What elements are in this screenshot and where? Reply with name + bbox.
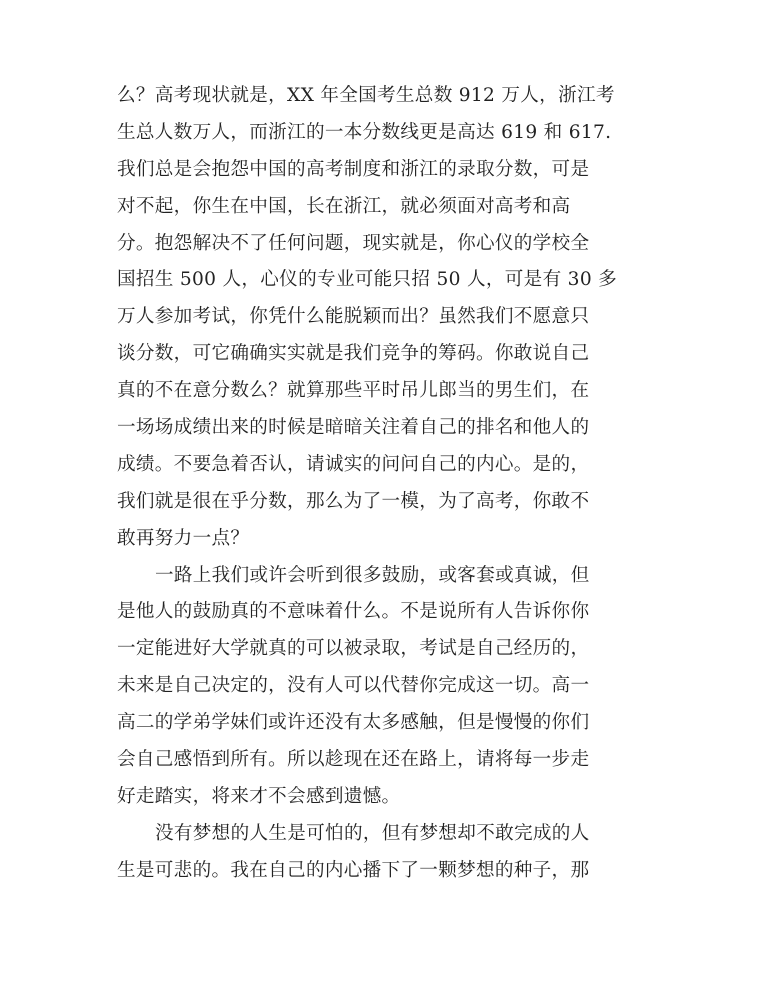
text-line: 真的不在意分数么？就算那些平时吊儿郎当的男生们，在 xyxy=(117,380,590,402)
text-line: 生总人数万人，而浙江的一本分数线更是高达 619 和 617. xyxy=(117,121,612,143)
text-line: 没有梦想的人生是可怕的，但有梦想却不敢完成的人 xyxy=(155,822,590,844)
text-line: 么？高考现状就是，XX 年全国考生总数 912 万人，浙江考 xyxy=(117,85,615,106)
text-line: 我们总是会抱怨中国的高考制度和浙江的录取分数，可是 xyxy=(117,158,590,180)
text-line: 万人参加考试，你凭什么能脱颖而出？虽然我们不愿意只 xyxy=(117,306,590,328)
text-line: 一定能进好大学就真的可以被录取，考试是自己经历的， xyxy=(117,638,590,660)
text-line: 谈分数，可它确确实实就是我们竞争的筹码。你敢说自己 xyxy=(117,343,590,365)
text-line: 对不起，你生在中国，长在浙江，就必须面对高考和高 xyxy=(117,195,571,217)
text-line: 分。抱怨解决不了任何问题，现实就是，你心仪的学校全 xyxy=(117,232,590,254)
text-line: 好走踏实，将来才不会感到遗憾。 xyxy=(117,785,401,807)
text-line: 敢再努力一点？ xyxy=(117,527,250,549)
paragraph-3 xyxy=(117,816,639,890)
text-line: 我们就是很在乎分数，那么为了一模，为了高考，你敢不 xyxy=(117,490,590,512)
text-line: 未来是自己决定的，没有人可以代替你完成这一切。高一 xyxy=(117,675,590,697)
text-line: 一路上我们或许会听到很多鼓励，或客套或真诚，但 xyxy=(155,564,590,586)
text-line: 国招生 500 人，心仪的专业可能只招 50 人，可是有 30 多 xyxy=(117,269,618,291)
text-line: 是他人的鼓励真的不意味着什么。不是说所有人告诉你你 xyxy=(117,601,590,623)
text-line: 成绩。不要急着否认，请诚实的问问自己的内心。是的， xyxy=(117,453,590,475)
text-line: 生是可悲的。我在自己的内心播下了一颗梦想的种子，那 xyxy=(117,859,590,881)
text-line: 高二的学弟学妹们或许还没有太多感触，但是慢慢的你们 xyxy=(117,712,590,734)
text-line: 一场场成绩出来的时候是暗暗关注着自己的排名和他人的 xyxy=(117,417,590,439)
body-text xyxy=(117,78,639,890)
paragraph-1 xyxy=(117,78,639,558)
text-line: 会自己感悟到所有。所以趁现在还在路上，请将每一步走 xyxy=(117,749,590,771)
paragraph-2 xyxy=(117,558,639,816)
